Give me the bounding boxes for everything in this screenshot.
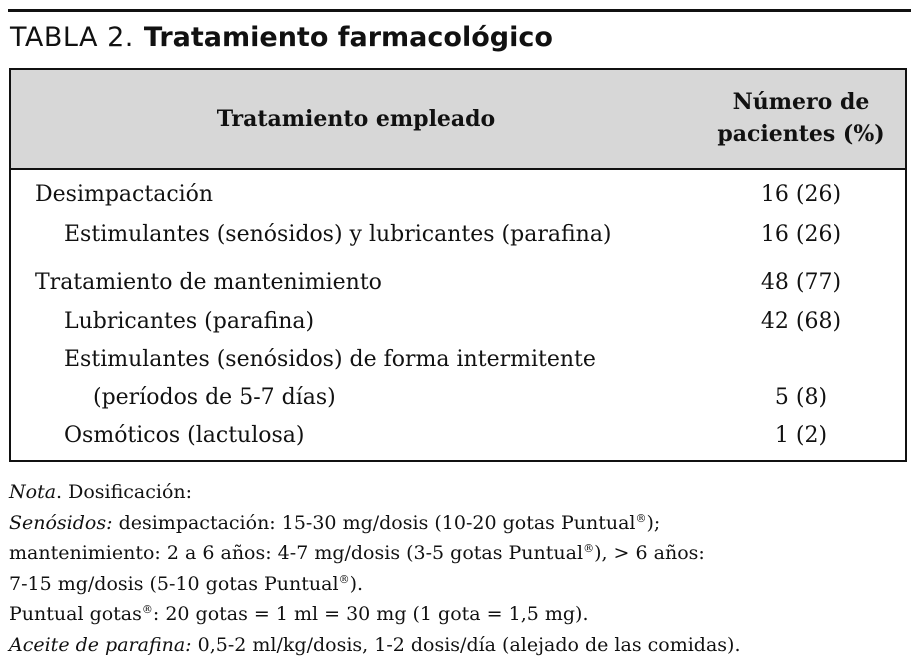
table-label: TABLA 2.	[10, 22, 134, 53]
table-title: Tratamiento farmacológico	[143, 22, 553, 53]
header-count-line1: Número de	[732, 89, 870, 115]
header-patient-count	[701, 86, 901, 150]
table-row-value: 1 (2)	[774, 423, 828, 448]
table-row-label: Estimulantes (senósidos) y lubricantes (parafina)	[64, 222, 612, 247]
table-row-label: Desimpactación	[35, 182, 214, 207]
table-row-label: (períodos de 5-7 días)	[93, 385, 336, 410]
nota-label: Nota	[9, 481, 57, 503]
note-line: 7-15 mg/dosis (5-10 gotas Puntual®).	[9, 572, 364, 595]
treatment-table	[9, 68, 907, 462]
table-row-value: 5 (8)	[774, 385, 828, 410]
note-line: Puntual gotas®: 20 gotas = 1 ml = 30 mg (1 gota = 1,5 mg).	[9, 603, 589, 625]
registered-mark: ®	[635, 511, 647, 525]
table-row-value: 16 (26)	[760, 222, 842, 247]
aceite-label: Aceite de parafina:	[9, 633, 192, 656]
table-header	[11, 70, 905, 170]
registered-mark: ®	[141, 603, 153, 616]
note-line: Senósidos: desimpactación: 15-30 mg/dosis (10-20 gotas Puntual®);	[9, 511, 661, 534]
note-line: Nota. Dosificación:	[9, 481, 193, 503]
table-row-label: Tratamiento de mantenimiento	[35, 270, 382, 295]
registered-mark: ®	[583, 542, 595, 555]
table-row-label: Lubricantes (parafina)	[64, 309, 315, 334]
header-count-line2: pacientes (%)	[717, 121, 885, 147]
table-row-value: 42 (68)	[760, 309, 842, 334]
table-notes	[9, 477, 914, 660]
table-row-label: Estimulantes (senósidos) de forma intermitente	[64, 347, 596, 372]
table-row-label: Osmóticos (lactulosa)	[64, 423, 305, 448]
table-row-value: 48 (77)	[760, 270, 842, 295]
note-line: mantenimiento: 2 a 6 años: 4-7 mg/dosis (3-5 gotas Puntual®), > 6 años:	[9, 542, 705, 564]
table-caption	[10, 16, 553, 60]
note-line: Aceite de parafina: 0,5-2 ml/kg/dosis, 1-2 dosis/día (alejado de las comidas).	[9, 633, 741, 656]
table-row-value: 16 (26)	[760, 182, 842, 207]
header-treatment: Tratamiento empleado	[216, 106, 496, 132]
senosidos-label: Senósidos:	[9, 511, 113, 534]
top-rule	[8, 9, 911, 12]
registered-mark: ®	[338, 572, 350, 586]
